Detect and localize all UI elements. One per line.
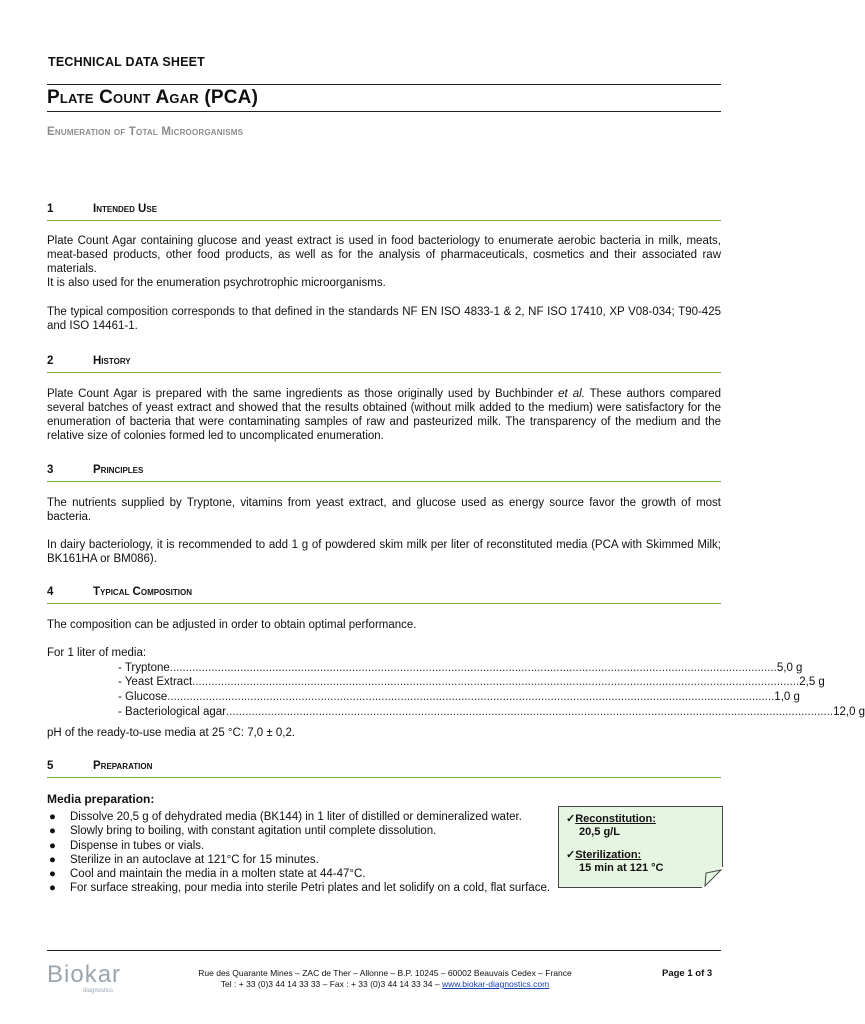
ingredient-amount: 12,0 g	[833, 706, 865, 718]
section-4-p1: The composition can be adjusted in order to obtain optimal performance.	[47, 619, 417, 631]
section-number: 2	[47, 355, 54, 367]
bullet-icon: ●	[49, 853, 56, 866]
sterilization-value: 15 min at 121 °C	[579, 862, 664, 874]
text-run: These authors compared several batches of yeast extract and showed that the results obtained (without milk added to the medium) were satisfactory for the enumeration of bacteria that were contaminating samples of raw and pasteurized milk. The transparency of the medium and the relative size of colonies formed led to uncomplicated enumeration.	[47, 388, 721, 442]
media-preparation-heading: Media preparation:	[47, 792, 155, 806]
list-item-text: Dissolve 20,5 g of dehydrated media (BK144) in 1 liter of distilled or demineralized water.	[70, 811, 522, 823]
list-item-text: Dispense in tubes or vials.	[70, 839, 205, 852]
ph-statement: pH of the ready-to-use media at 25 °C: 7,0 ± 0,2.	[47, 727, 296, 739]
footer-address	[130, 968, 640, 990]
section-title: Intended Use	[93, 203, 158, 215]
reconstitution-note	[566, 813, 656, 839]
text-run-italic: et al.	[558, 388, 585, 400]
leader-dots: ..............................................................................................................................................................................................	[167, 691, 775, 703]
list-item-text: Cool and maintain the media in a molten state at 44-47°C.	[70, 868, 366, 881]
composition-row	[118, 675, 825, 689]
ingredient-amount: 1,0 g	[774, 691, 800, 703]
header-divider-bottom	[47, 111, 721, 112]
section-title: Preparation	[93, 760, 153, 772]
svg-text:diagnostics: diagnostics	[83, 988, 114, 994]
checkmark-icon: ✓	[566, 813, 576, 825]
reconstitution-label: Reconstitution:	[575, 813, 656, 825]
list-item-text: Slowly bring to boiling, with constant agitation until complete dissolution.	[70, 825, 437, 838]
list-item	[47, 867, 617, 881]
website-link[interactable]: www.biokar-diagnostics.com	[441, 979, 550, 989]
biokar-logo	[45, 955, 125, 995]
contact-line	[130, 979, 640, 990]
paragraph: Plate Count Agar containing glucose and yeast extract is used in food bacteriology to enumerate aerobic bacteria in milk, meats, meat-based products, other food products, as well as for the analysis of pharmaceuticals, cosmetics and their associated raw materials.	[47, 235, 721, 275]
reconstitution-value: 20,5 g/L	[579, 826, 620, 838]
paragraph: It is also used for the enumeration psychrotrophic microorganisms.	[47, 277, 386, 289]
composition-row	[118, 705, 865, 719]
section-4-p2: For 1 liter of media:	[47, 647, 147, 659]
section-1-standards: The typical composition corresponds to that defined in the standards NF EN ISO 4833-1 & 2, NF ISO 17410, XP V08-034; T90-425 and ISO 14461-1.	[47, 306, 721, 332]
bullet-icon: ●	[49, 839, 56, 852]
section-3-heading	[47, 464, 721, 482]
list-item	[47, 839, 617, 853]
svg-text:Biokar: Biokar	[47, 961, 122, 988]
footer-divider	[47, 950, 721, 951]
ingredient-amount: 5,0 g	[776, 662, 803, 674]
ingredient-name: - Yeast Extract	[118, 676, 193, 688]
section-2-body	[47, 387, 721, 443]
section-2-heading	[47, 355, 721, 373]
ingredient-name: - Tryptone	[118, 662, 170, 674]
ingredient-amount: 2,5 g	[799, 676, 825, 688]
text-run: Plate Count Agar is prepared with the same ingredients as those originally used by Buchbinder	[47, 388, 559, 400]
section-1-heading	[47, 203, 721, 221]
address-line: Rue des Quarante Mines – ZAC de Ther – Allonne – B.P. 10245 – 60002 Beauvais Cedex – France	[198, 968, 572, 978]
document-type: TECHNICAL DATA SHEET	[48, 55, 206, 69]
list-item	[47, 824, 617, 838]
header-divider-top	[47, 84, 721, 85]
list-item	[47, 810, 552, 824]
bullet-icon: ●	[49, 868, 56, 881]
section-1-body	[47, 234, 721, 290]
preparation-summary-note	[558, 806, 723, 888]
list-item	[47, 853, 617, 867]
section-number: 5	[47, 760, 54, 772]
list-item-text: For surface streaking, pour media into sterile Petri plates and let solidify on a cold, flat surface.	[70, 882, 551, 895]
bullet-icon: ●	[49, 882, 56, 895]
section-number: 3	[47, 464, 54, 476]
bullet-icon: ●	[49, 811, 56, 823]
page-title: Plate Count Agar (PCA)	[47, 87, 259, 108]
page-curl-icon	[702, 867, 724, 889]
section-4-heading	[47, 586, 721, 604]
page-number: Page 1 of 3	[662, 968, 713, 979]
ingredient-name: - Glucose	[118, 691, 168, 703]
section-title: Principles	[93, 464, 144, 476]
composition-row	[118, 690, 800, 704]
sterilization-label: Sterilization:	[575, 849, 642, 861]
list-item	[47, 881, 617, 895]
section-3-p1: The nutrients supplied by Tryptone, vitamins from yeast extract, and glucose used as energy source favor the growth of most bacteria.	[47, 497, 721, 523]
ingredient-name: - Bacteriological agar	[118, 706, 227, 718]
section-title: History	[93, 355, 131, 367]
leader-dots: ..............................................................................................................................................................................................	[226, 706, 834, 718]
section-5-heading	[47, 760, 721, 778]
page-subtitle: Enumeration of Total Microorganisms	[47, 126, 244, 138]
sterilization-note	[566, 849, 664, 875]
phone-fax: Tel : + 33 (0)3 44 14 33 33 – Fax : + 33 (0)3 44 14 33 34 –	[220, 979, 442, 989]
leader-dots: ..............................................................................................................................................................................................	[192, 676, 800, 688]
preparation-steps	[47, 810, 617, 896]
list-item-text: Sterilize in an autoclave at 121°C for 15 minutes.	[70, 853, 319, 866]
composition-row	[118, 661, 803, 675]
section-title: Typical Composition	[93, 586, 192, 598]
bullet-icon: ●	[49, 825, 56, 838]
checkmark-icon: ✓	[566, 849, 576, 861]
section-number: 4	[47, 586, 54, 598]
section-number: 1	[47, 203, 54, 215]
section-3-p2: In dairy bacteriology, it is recommended to add 1 g of powdered skim milk per liter of reconstituted media (PCA with Skimmed Milk; BK161HA or BM086).	[47, 539, 721, 565]
leader-dots: ..............................................................................................................................................................................................	[169, 662, 777, 674]
